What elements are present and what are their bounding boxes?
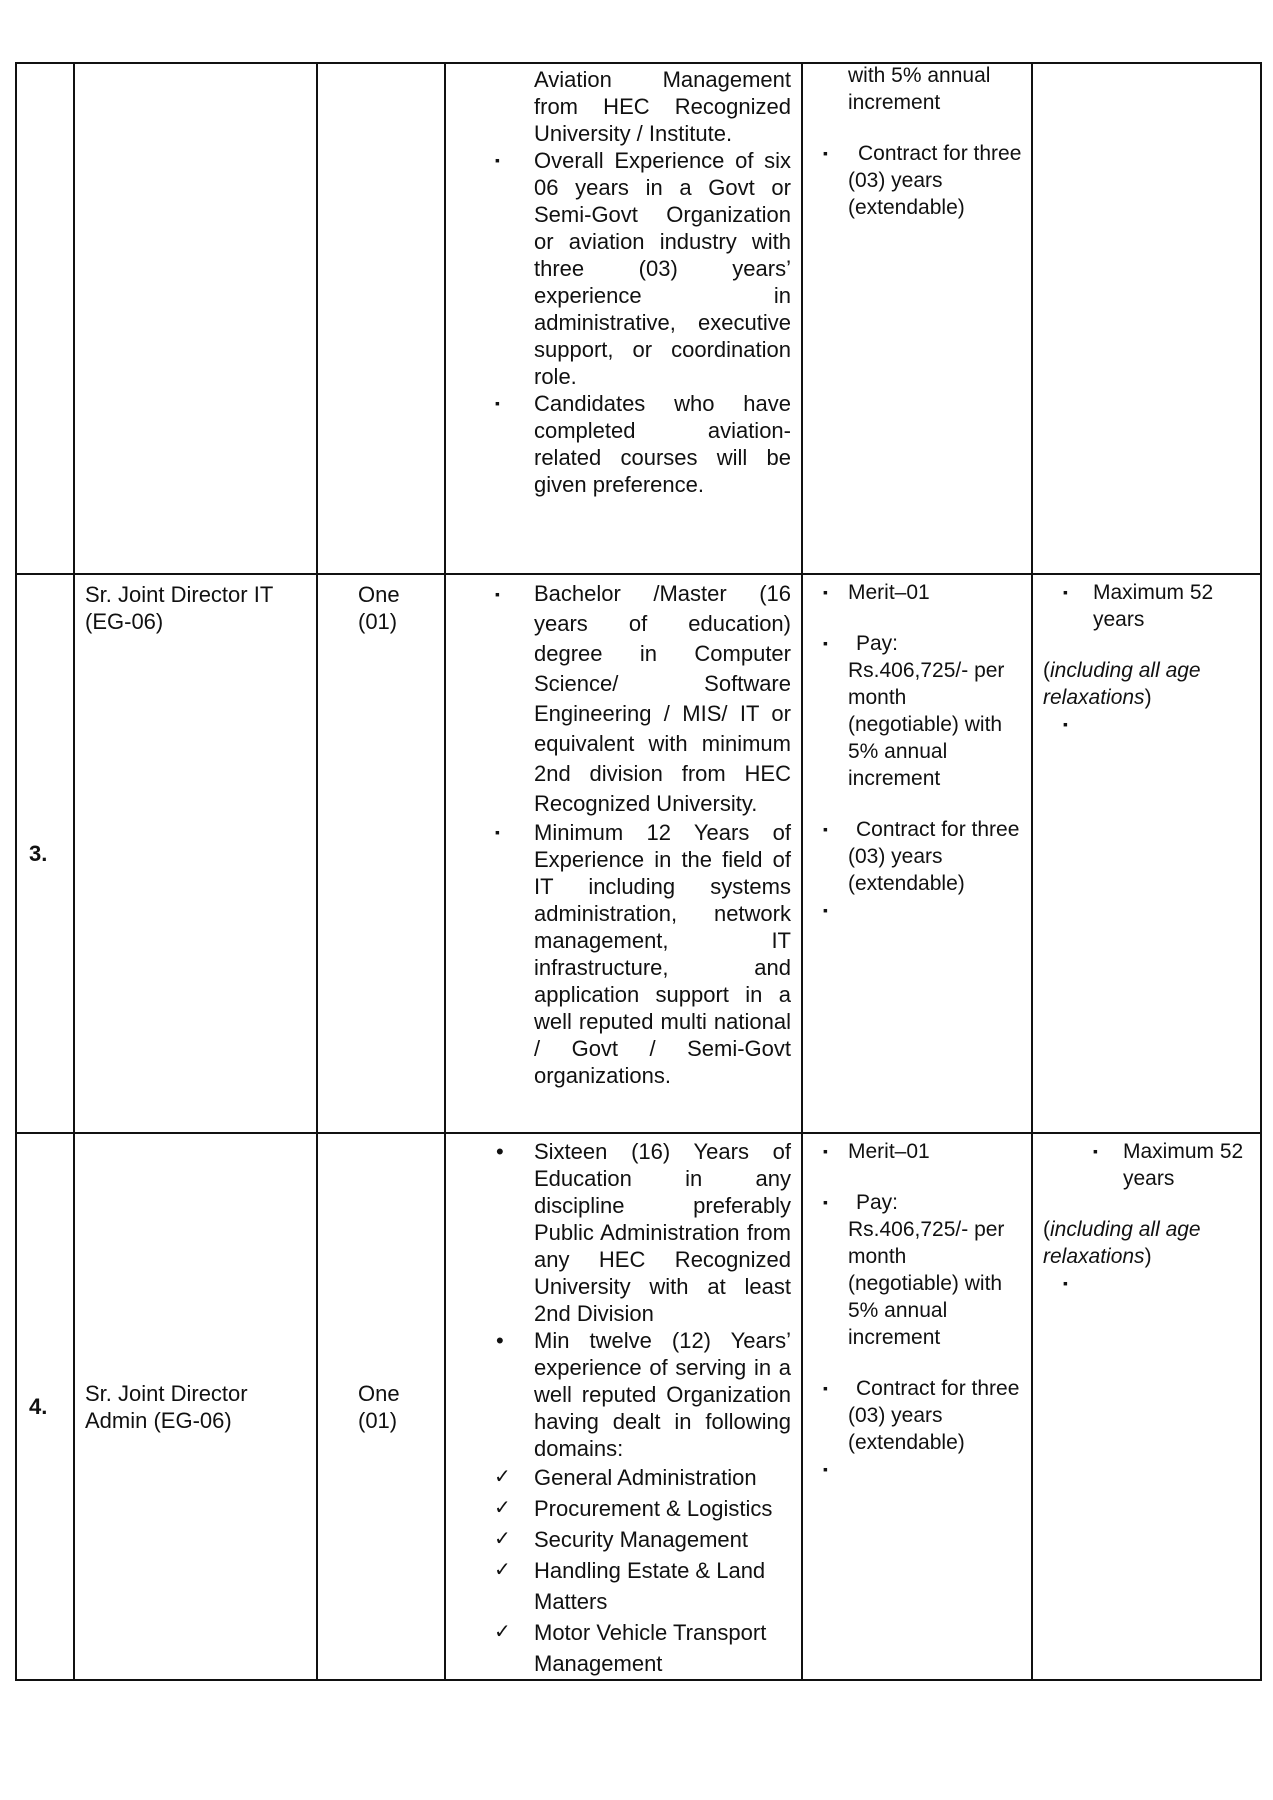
list-item: ✓ Handling Estate & Land Matters (446, 1555, 791, 1617)
list-item: • Min twelve (12) Years’ experience of serving in a well reputed Organization having dealt in following domains: (496, 1328, 791, 1461)
square-bullet-icon: ▪ (823, 1143, 828, 1159)
list-item: ▪ Bachelor /Master (16 years of education) degree in Computer Science/ Software Engineering / MIS/ IT or equivalent with minimum 2nd division from HEC Recognized University. (495, 581, 791, 816)
list-item: ✓ Motor Vehicle Transport Management (446, 1617, 791, 1679)
list-item: ▪ Minimum 12 Years of Experience in the field of IT including systems administration, network management, IT infrastructure, and application support in a well reputed multi national / Govt / Semi-Govt organizations. (495, 820, 791, 1088)
table-row (16, 63, 1261, 574)
check-icon: ✓ (494, 1466, 511, 1488)
square-bullet-icon: ▪ (823, 145, 828, 161)
max-age-text: ▪ Maximum 52 years (1093, 1140, 1244, 1190)
check-icon: ✓ (494, 1559, 511, 1581)
square-bullet-icon: ▪ (495, 152, 500, 168)
list-item: ✓ General Administration (446, 1462, 791, 1493)
contract-text: ▪ Contract for three (03) years (extendable) (823, 1377, 1020, 1454)
square-bullet-icon: ▪ (1063, 1275, 1068, 1291)
merit-text: ▪ Merit–01 (823, 581, 930, 604)
square-bullet-icon: ▪ (823, 821, 828, 837)
serial-cell: 3. (16, 574, 74, 1133)
square-bullet-icon: ▪ (823, 1194, 828, 1210)
contract-text: ▪ Contract for three (03) years (extendable) (823, 818, 1020, 895)
qualification-cell (445, 1133, 802, 1680)
list-item: • Sixteen (16) Years of Education in any discipline preferably Public Administration from any HEC Recognized University with at least 2nd Division (496, 1139, 791, 1326)
square-bullet-icon: ▪ (823, 635, 828, 651)
qualification-cell (445, 63, 802, 574)
table-row (16, 1133, 1261, 1680)
square-bullet-icon: ▪ (495, 824, 500, 840)
check-icon: ✓ (494, 1621, 511, 1643)
increment-text: with 5% annual increment (848, 64, 991, 114)
terms-cell (802, 63, 1032, 574)
age-relaxation-text: (including all age relaxations) (1043, 659, 1201, 709)
empty-bullet (803, 1456, 1023, 1483)
count-cell (317, 63, 445, 574)
list-item: Aviation Management from HEC Recognized University / Institute. (534, 67, 791, 146)
dot-bullet-icon: • (496, 1139, 504, 1164)
qualification-cell (445, 574, 802, 1133)
pay-text: ▪ Pay: Rs.406,725/- per month (negotiable) with 5% annual increment (823, 1191, 1005, 1349)
age-cell (1032, 1133, 1261, 1680)
pay-text: ▪ Pay: Rs.406,725/- per month (negotiable) with 5% annual increment (823, 632, 1005, 790)
square-bullet-icon: ▪ (1063, 584, 1068, 600)
square-bullet-icon: ▪ (495, 586, 500, 602)
merit-text: ▪ Merit–01 (823, 1140, 930, 1163)
square-bullet-icon: ▪ (823, 1461, 828, 1477)
serial-cell: 4. (16, 1133, 74, 1680)
post-cell (74, 63, 317, 574)
check-icon: ✓ (494, 1497, 511, 1519)
table-row (16, 574, 1261, 1133)
empty-bullet (803, 897, 1023, 924)
list-item: ✓ Security Management (446, 1524, 791, 1555)
square-bullet-icon: ▪ (823, 1380, 828, 1396)
list-item: ▪ Overall Experience of six 06 years in a Govt or Semi-Govt Organization or aviation industry with three (03) years’ experience in administrative, executive support, or coordination role. (495, 148, 791, 389)
square-bullet-icon: ▪ (1093, 1143, 1098, 1159)
recruitment-table (15, 62, 1262, 1681)
age-relaxation-text: (including all age relaxations) (1043, 1218, 1201, 1268)
square-bullet-icon: ▪ (495, 395, 500, 411)
dot-bullet-icon: • (496, 1328, 504, 1353)
square-bullet-icon: ▪ (1063, 716, 1068, 732)
serial-cell (16, 63, 74, 574)
terms-cell (802, 574, 1032, 1133)
list-item: ▪ Candidates who have completed aviation-related courses will be given preference. (495, 391, 791, 497)
age-cell (1032, 574, 1261, 1133)
square-bullet-icon: ▪ (823, 584, 828, 600)
count-cell: One (01) (317, 1133, 445, 1680)
count-cell: One (01) (317, 574, 445, 1133)
list-item: ✓ Procurement & Logistics (446, 1493, 791, 1524)
post-cell: Sr. Joint Director Admin (EG-06) (74, 1133, 317, 1680)
max-age-text: ▪ Maximum 52 years (1063, 581, 1214, 631)
contract-text: ▪ Contract for three (03) years (extendable) (823, 142, 1022, 219)
post-cell: Sr. Joint Director IT (EG-06) (74, 574, 317, 1133)
age-cell (1032, 63, 1261, 574)
square-bullet-icon: ▪ (823, 902, 828, 918)
terms-cell (802, 1133, 1032, 1680)
check-icon: ✓ (494, 1528, 511, 1550)
